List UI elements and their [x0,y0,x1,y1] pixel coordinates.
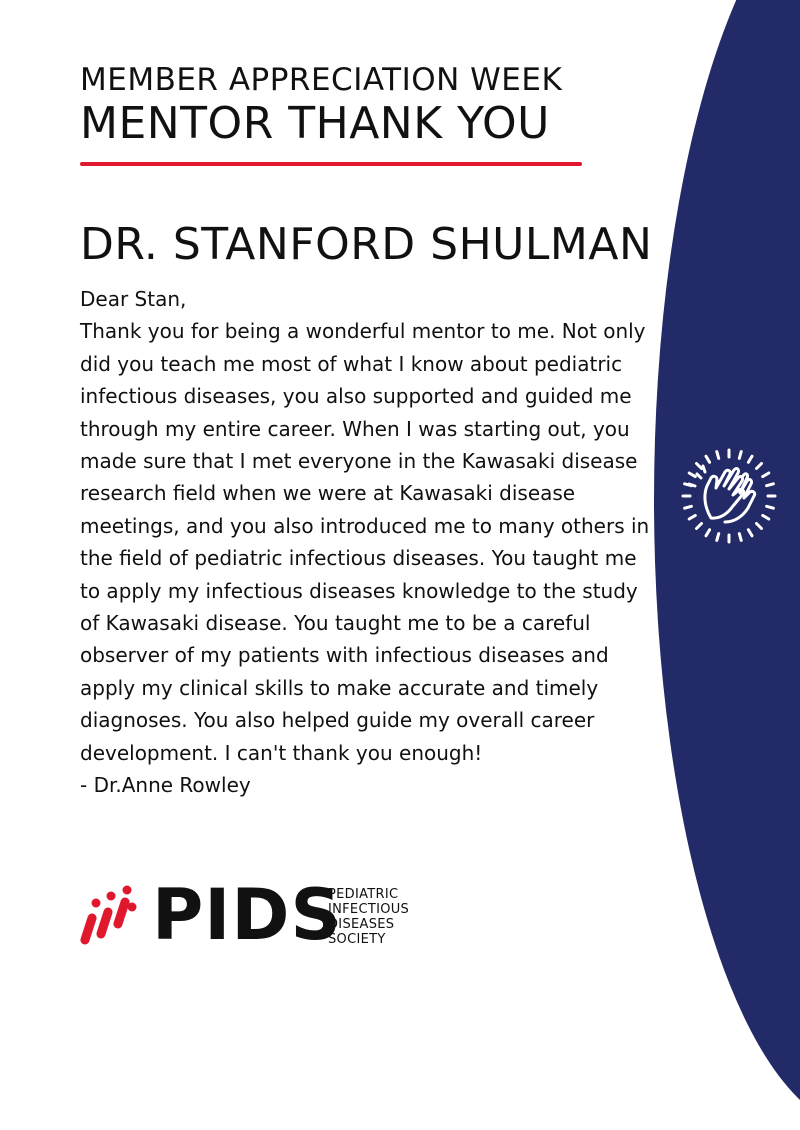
header [80,62,562,150]
pids-subtitle-line: SOCIETY [328,932,386,947]
letter-line: apply my clinical skills to make accurate and timely [80,675,599,700]
letter-line: diagnoses. You also helped guide my overall career [80,708,595,733]
letter-line: the field of pediatric infectious diseases. You taught me [80,546,637,571]
letter-line: of Kawasaki disease. You taught me to be a careful [80,611,591,636]
letter-line: research field when we were at Kawasaki disease [80,481,576,506]
decorative-navy-arc [654,0,800,1130]
letter-line: observer of my patients with infectious diseases and [80,643,609,668]
honoree-name: DR. STANFORD SHULMAN [80,219,653,270]
pids-subtitle-line: PEDIATRIC [328,887,399,902]
letter-line: did you teach me most of what I know about pediatric [80,351,623,376]
letter-line: development. I can't thank you enough! [80,740,483,765]
pids-logo-mark-icon [80,883,142,951]
pids-subtitle-line: DISEASES [328,917,395,932]
letter-line: Thank you for being a wonderful mentor to me. Not only [80,319,646,344]
letter-line: meetings, and you also introduced me to many others in [80,513,650,538]
letter-line: through my entire career. When I was starting out, you [80,416,630,441]
pids-full-name [328,887,409,947]
page-title: MENTOR THANK YOU [80,98,550,149]
letter-body [80,283,660,802]
kicker-text: MEMBER APPRECIATION WEEK [80,62,563,98]
red-divider [80,162,582,166]
pids-subtitle-line: INFECTIOUS [328,902,410,917]
clapping-hands-icon [681,448,777,544]
letter-line: Dear Stan, [80,287,187,311]
letter-signature: - Dr.Anne Rowley [80,773,251,798]
letter-line: infectious diseases, you also supported and guided me [80,384,632,409]
letter-line: to apply my infectious diseases knowledge to the study [80,578,638,603]
letter-line: made sure that I met everyone in the Kawasaki disease [80,449,638,474]
pids-wordmark: PIDS [152,874,342,956]
